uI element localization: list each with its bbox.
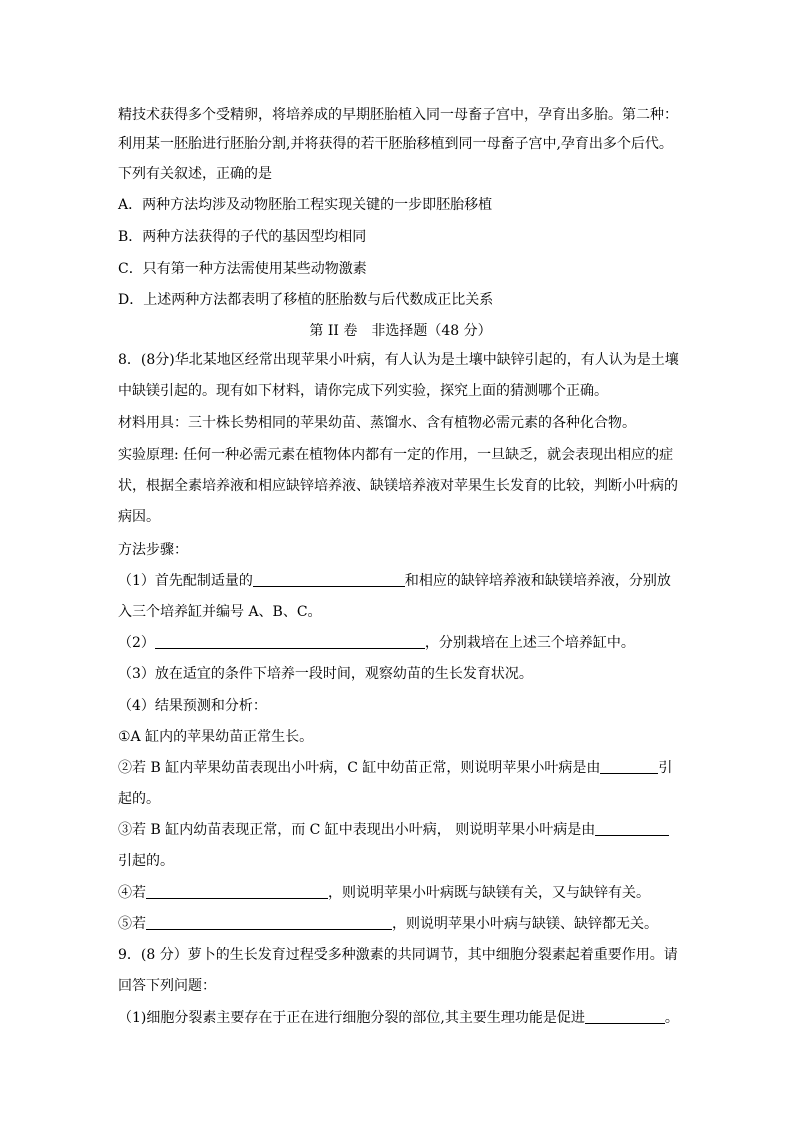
answer-blank-result-2[interactable] [600, 759, 658, 774]
q8-result-2-prefix: ②若 B 缸内苹果幼苗表现出小叶病，C 缸中幼苗正常，则说明苹果小叶病是由 [118, 760, 601, 776]
q8-method-title: 方法步骤： [118, 542, 188, 558]
q8-result-2 [118, 759, 683, 777]
q8-principle-line-1: 实验原理: 任何一种必需元素在植物体内都有一定的作用，一旦缺乏，就会表现出相应的症 [118, 447, 674, 463]
q7-option-d: D．上述两种方法都表明了移植的胚胎数与后代数成正比关系 [118, 292, 494, 308]
q8-intro-line-1: 8．(8分)华北某地区经常出现苹果小叶病，有人认为是土壤中缺锌引起的，有人认为是土壤 [118, 352, 679, 368]
q7-text-line-2: 利用某一胚胎进行胚胎分割,并将获得的若干胚胎移植到同一母畜子宫中,孕育出多个后代。 [118, 136, 673, 152]
answer-blank-result-5[interactable] [146, 915, 392, 930]
q8-step-1 [118, 572, 683, 590]
q9-part-1 [118, 1009, 683, 1027]
q8-step-2-suffix: ，分别栽培在上述三个培养缸中。 [424, 635, 635, 651]
answer-blank-step-1[interactable] [253, 572, 405, 587]
q8-step-3: （3）放在适宜的条件下培养一段时间，观察幼苗的生长发育状况。 [118, 666, 533, 682]
section-title: 第 II 卷 非选择题（48 分） [309, 323, 492, 339]
q8-result-1: ①A 缸内的苹果幼苗正常生长。 [118, 729, 314, 745]
q7-text-line-1: 精技术获得多个受精卵，将培养成的早期胚胎植入同一母畜子宫中，孕育出多胎。第二种： [118, 107, 678, 123]
q8-result-2-cont: 起的。 [118, 791, 160, 807]
q8-step-1-cont: 入三个培养缸并编号 A、B、C。 [118, 604, 322, 620]
q8-result-3 [118, 821, 683, 839]
q8-intro-line-2: 中缺镁引起的。现有如下材料，请你完成下列实验，探究上面的猜测哪个正确。 [118, 383, 608, 399]
q8-result-4 [118, 884, 683, 902]
q9-intro-line-2: 回答下列问题： [118, 978, 216, 994]
answer-blank-step-2[interactable] [155, 634, 425, 649]
q7-option-c: C．只有第一种方法需使用某些动物激素 [118, 261, 367, 277]
q8-result-3-cont: 引起的。 [118, 853, 174, 869]
answer-blank-q9-1[interactable] [585, 1009, 665, 1024]
q9-part-1-prefix: （1)细胞分裂素主要存在于正在进行细胞分裂的部位,其主要生理功能是促进 [118, 1010, 585, 1026]
q8-materials: 材料用具：三十株长势相同的苹果幼苗、蒸馏水、含有植物必需元素的各种化合物。 [118, 415, 636, 431]
answer-blank-result-4[interactable] [146, 884, 328, 899]
q8-step-4: （4）结果预测和分析： [118, 698, 267, 714]
q8-principle-line-2: 状，根据全素培养液和相应缺锌培养液、缺镁培养液对苹果生长发育的比较，判断小叶病的 [118, 478, 678, 494]
q8-result-2-suffix: 引 [658, 760, 673, 776]
q8-result-4-prefix: ④若 [118, 885, 146, 901]
q8-step-1-prefix: （1）首先配制适量的 [118, 573, 253, 589]
answer-blank-result-3[interactable] [595, 821, 669, 836]
q9-part-1-suffix: 。 [664, 1010, 679, 1026]
q8-principle-line-3: 病因。 [118, 509, 160, 525]
q9-intro-line-1: 9．(8 分）萝卜的生长发育过程受多种激素的共同调节，其中细胞分裂素起着重要作用。请 [118, 947, 678, 963]
q8-result-5 [118, 915, 683, 933]
q8-result-3-prefix: ③若 B 缸内幼苗表现正常，而 C 缸中表现出小叶病， 则说明苹果小叶病是由 [118, 822, 596, 838]
q8-result-4-suffix: ，则说明苹果小叶病既与缺镁有关，又与缺锌有关。 [328, 885, 650, 901]
q8-result-5-suffix: ，则说明苹果小叶病与缺镁、缺锌都无关。 [392, 916, 658, 932]
q7-option-a: A．两种方法均涉及动物胚胎工程实现关键的一步即胚胎移植 [118, 197, 493, 213]
q8-result-5-prefix: ⑤若 [118, 916, 146, 932]
q8-step-2-prefix: （2） [118, 635, 155, 651]
q8-step-1-suffix: 和相应的缺锌培养液和缺镁培养液，分别放 [404, 573, 671, 589]
q8-step-2 [118, 634, 683, 652]
q7-option-b: B．两种方法获得的子代的基因型均相同 [118, 229, 367, 245]
q7-stem: 下列有关叙述，正确的是 [118, 166, 272, 182]
